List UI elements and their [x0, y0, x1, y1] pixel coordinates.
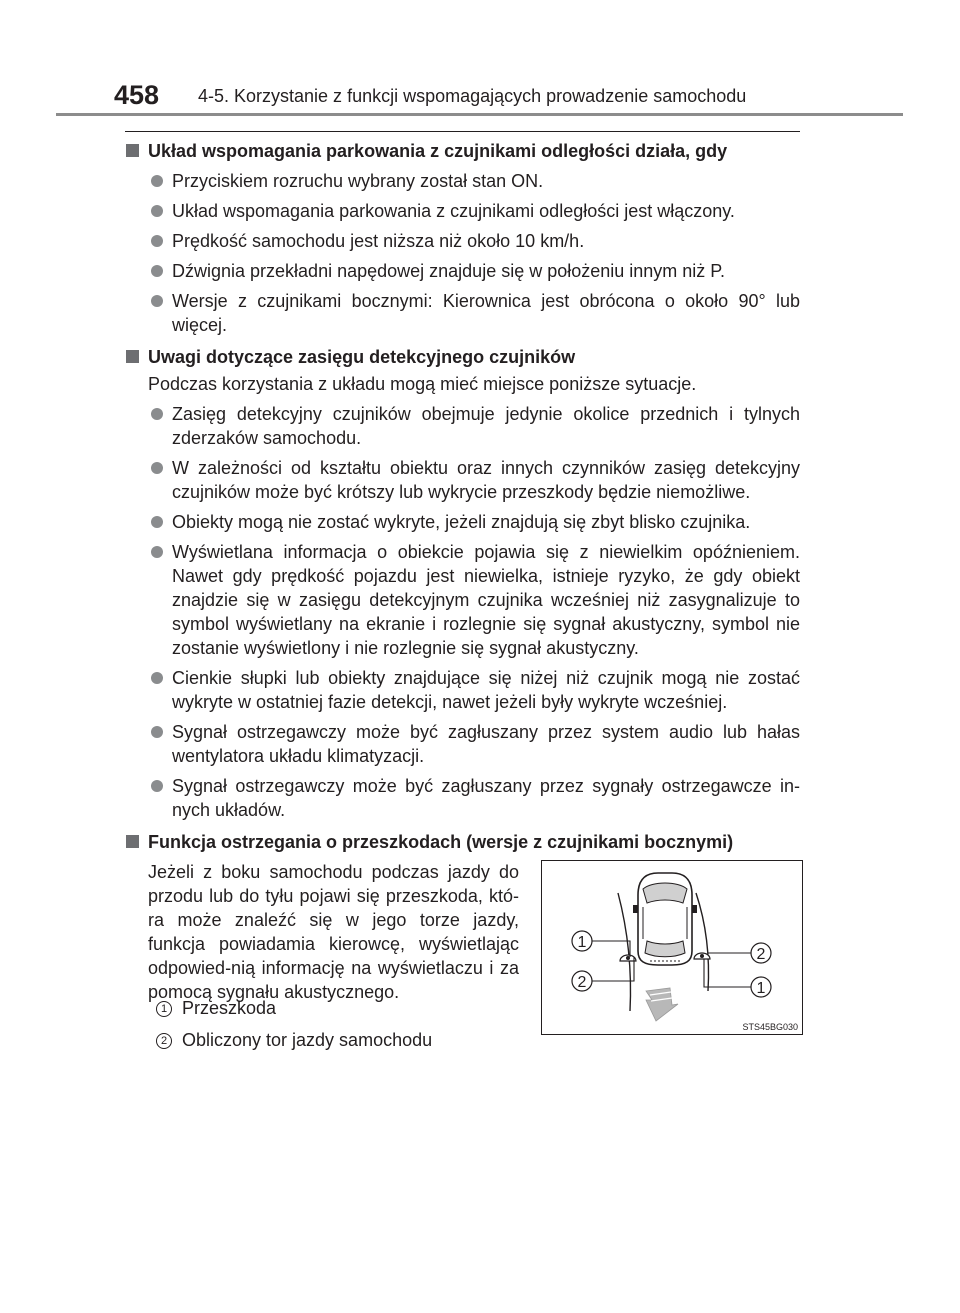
list-item: Zasięg detekcyjny czujników obejmuje jedynie okolice przednich i tylnych zderzaków samochodu.: [125, 402, 800, 450]
list-item: Prędkość samochodu jest niższa niż około 10 km/h.: [125, 229, 800, 253]
bullet-icon: [151, 462, 163, 474]
bullet-icon: [151, 780, 163, 792]
section-body: Jeżeli z boku samochodu podczas jazdy do przodu lub do tyłu pojawi się przeszkoda, któ-ra może znaleźć się w jego torze jazdy, funkcja powiadamia kierowcę, wyświetlając odpowied-nią informację na wyświetlaczu i za pomocą sygnału akustycznego.: [148, 862, 519, 1002]
chapter-title: 4-5. Korzystanie z funkcji wspomagających prowadzenie samochodu: [198, 86, 747, 106]
list-item: Wyświetlana informacja o obiekcie pojawia się z niewielkim opóźnieniem. Nawet gdy prędkość pojazdu jest niewielka, istnieje ryzyko, że gdy obiekt znajdzie się w zasięgu detekcyjnym czujnika wcześniej niż zasygnalizuje to symbol wyświetlany na ekranie i rozlegnie się sygnał akustyczny, symbol nie zostanie wyświetlony i nie rozlegnie się sygnał akustyczny.: [125, 540, 800, 660]
svg-text:1: 1: [577, 934, 587, 951]
list-item: Wersje z czujnikami bocznymi: Kierownica jest obrócona o około 90° lub więcej.: [125, 289, 800, 337]
list-item: Cienkie słupki lub obiekty znajdujące się niżej niż czujnik mogą nie zostać wykryte w ostatniej fazie detekcji, nawet jeżeli były wykryte wcześniej.: [125, 666, 800, 714]
list-item: Przyciskiem rozruchu wybrany został stan ON.: [125, 169, 800, 193]
bullet-icon: [151, 205, 163, 217]
list-item: Sygnał ostrzegawczy może być zagłuszany przez system audio lub hałas wentylatora układu klimatyzacji.: [125, 720, 800, 768]
illustration-svg: [542, 861, 802, 1034]
legend-text: Obliczony tor jazdy samochodu: [182, 1030, 433, 1050]
legend-text: Przeszkoda: [182, 998, 277, 1018]
legend-item: [148, 1028, 548, 1052]
svg-text:2: 2: [756, 946, 766, 963]
figure-code: STS45BG030: [742, 1022, 798, 1032]
obstacle-warning-illustration: [541, 860, 803, 1035]
section-title-text: Funkcja ostrzegania o przeszkodach (wersje z czujnikami bocznymi): [148, 832, 734, 852]
reverse-direction-arrow-icon: [646, 988, 678, 1021]
bullet-icon: [151, 672, 163, 684]
legend-number: 2: [156, 1033, 172, 1049]
bullet-icon: [151, 175, 163, 187]
page-content: [125, 139, 800, 1060]
square-marker-icon: [126, 350, 139, 363]
square-marker-icon: [126, 835, 139, 848]
list-item: Sygnał ostrzegawczy może być zagłuszany przez sygnały ostrzegawcze in-nych układów.: [125, 774, 800, 822]
section-title-text: Uwagi dotyczące zasięgu detekcyjnego czujników: [148, 347, 576, 367]
legend-item: [148, 996, 548, 1020]
list-item: Obiekty mogą nie zostać wykryte, jeżeli znajdują się zbyt blisko czujnika.: [125, 510, 800, 534]
bullet-icon: [151, 516, 163, 528]
page-header: [0, 0, 960, 115]
bullet-icon: [151, 726, 163, 738]
callout-2-right: [751, 943, 771, 963]
section-rule: [125, 131, 800, 132]
list-item: Układ wspomagania parkowania z czujnikami odległości jest włączony.: [125, 199, 800, 223]
section-title: [125, 139, 800, 163]
bullet-icon: [151, 265, 163, 277]
callout-2-left: [572, 971, 592, 991]
callout-1-left: [572, 931, 592, 951]
path-curve-right: [696, 893, 709, 991]
car-icon: [633, 873, 697, 965]
bullet-icon: [151, 295, 163, 307]
section-title: [125, 345, 800, 369]
page-number: 458: [114, 80, 160, 110]
path-curve-left: [618, 893, 631, 1011]
leader-line: [590, 941, 630, 957]
bullet-icon: [151, 235, 163, 247]
figure-block: [125, 860, 800, 1060]
callout-1-right: [751, 977, 771, 997]
svg-text:1: 1: [756, 980, 766, 997]
square-marker-icon: [126, 144, 139, 157]
bullet-icon: [151, 546, 163, 558]
section-title: [125, 830, 800, 854]
header-rule: [56, 113, 903, 116]
leader-line: [704, 959, 752, 987]
section-intro: Podczas korzystania z układu mogą mieć miejsce poniższe sytuacje.: [148, 374, 697, 394]
list-item: Dźwignia przekładni napędowej znajduje się w położeniu innym niż P.: [125, 259, 800, 283]
svg-text:2: 2: [577, 974, 587, 991]
list-item: W zależności od kształtu obiektu oraz innych czynników zasięg detekcyjny czujników może być krótszy lub wykrycie przeszkody będzie niemożliwe.: [125, 456, 800, 504]
section-title-text: Układ wspomagania parkowania z czujnikami odległości działa, gdy: [148, 141, 728, 161]
legend-number: 1: [156, 1001, 172, 1017]
bullet-icon: [151, 408, 163, 420]
